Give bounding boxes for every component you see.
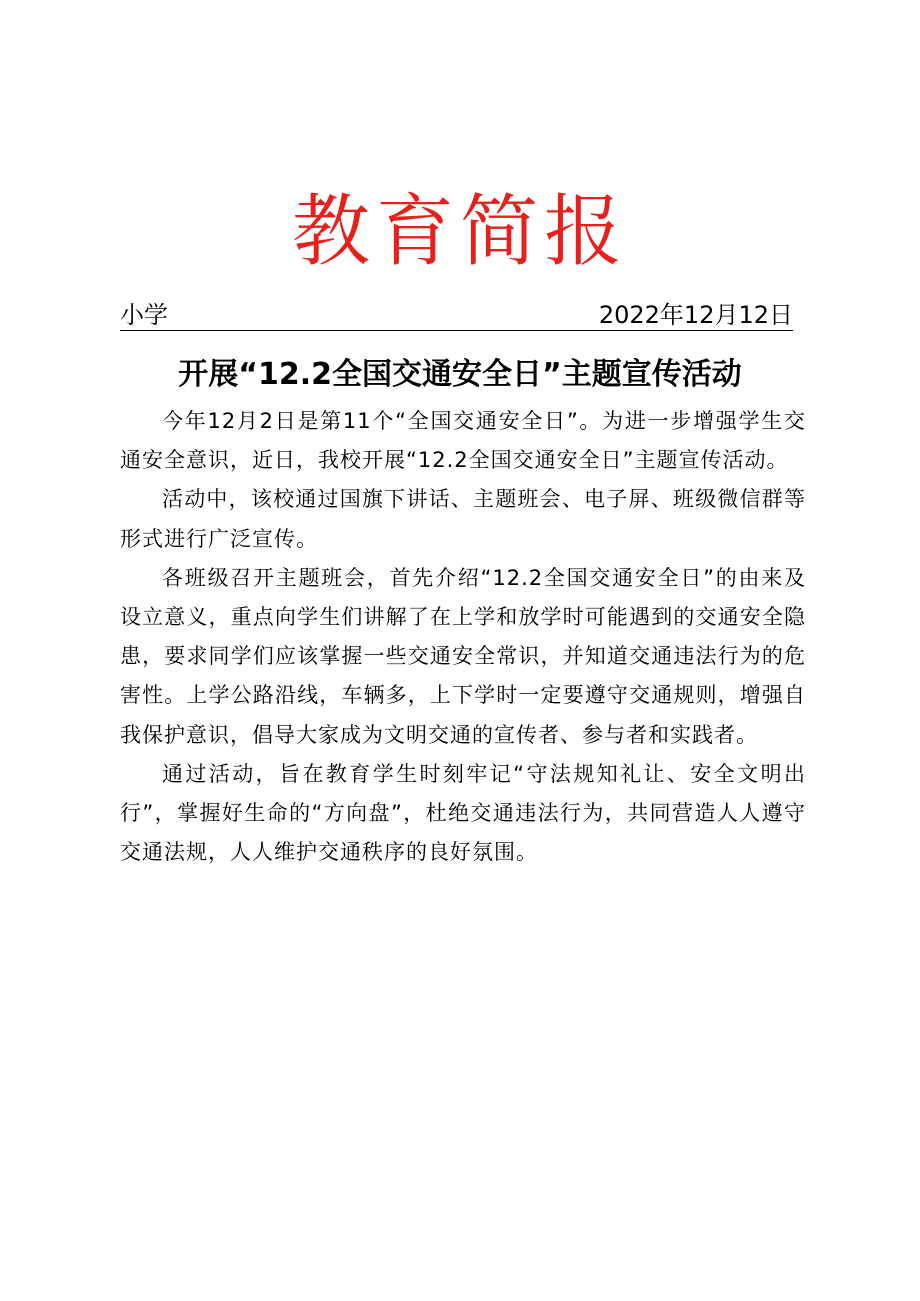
paragraph-2: 活动中，该校通过国旗下讲话、主题班会、电子屏、班级微信群等形式进行广泛宣传。 (120, 487, 806, 551)
issue-date: 2022年12月12日 (598, 301, 793, 329)
meta-line (120, 300, 793, 331)
school-name: 小学 (120, 301, 168, 329)
newsletter-masthead: 教育简报 (291, 187, 628, 277)
paragraph-4: 通过活动，旨在教育学生时刻牢记“守法规知礼让、安全文明出行”，掌握好生命的“方向盘”，杜绝交通违法行为，共同营造人人遵守交通法规，人人维护交通秩序的良好氛围。 (120, 761, 806, 865)
paragraph-3: 各班级召开主题班会，首先介绍“12.2全国交通安全日”的由来及设立意义，重点向学生们讲解了在上学和放学时可能遇到的交通安全隐患，要求同学们应该掌握一些交通安全常识，并知道交通违法行为的危害性。上学公路沿线，车辆多，上下学时一定要遵守交通规则，增强自我保护意识，倡导大家成为文明交通的宣传者、参与者和实践者。 (120, 565, 806, 747)
paragraph-1: 今年12月2日是第11个“全国交通安全日”。为进一步增强学生交通安全意识，近日，我校开展“12.2全国交通安全日”主题宣传活动。 (120, 409, 806, 473)
article-body (120, 402, 806, 872)
article-headline: 开展“12.2全国交通安全日”主题宣传活动 (178, 357, 742, 392)
